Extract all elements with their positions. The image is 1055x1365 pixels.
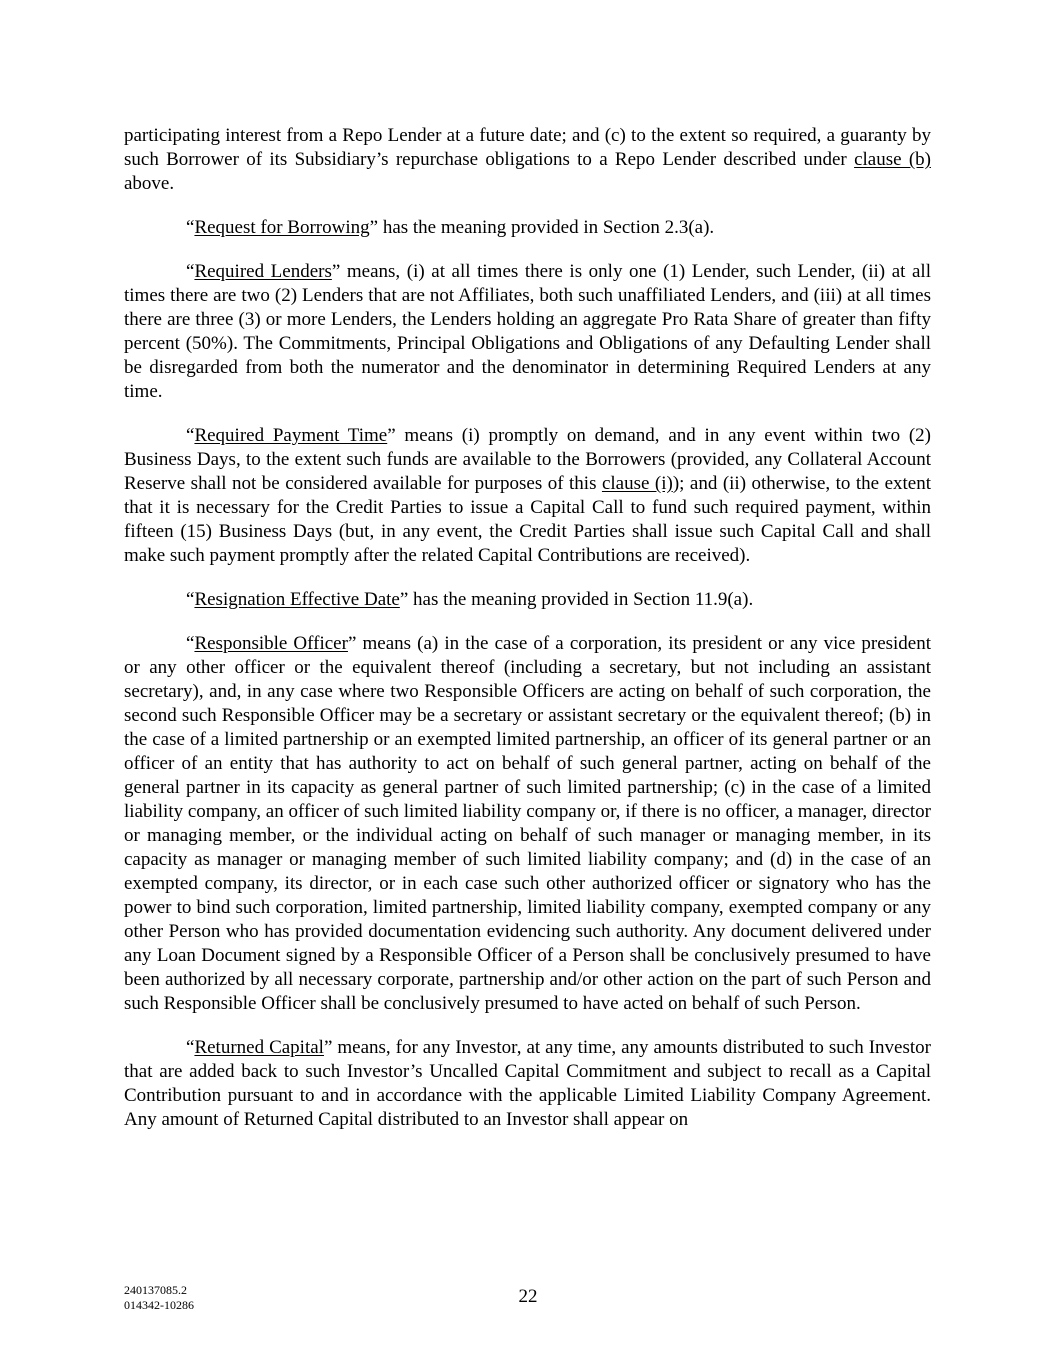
paragraph-text: above. <box>124 173 175 194</box>
definition-text: ” has the meaning provided in Section 2.3(a). <box>369 217 715 238</box>
open-quote: “ <box>186 425 195 446</box>
paragraph-text: participating interest from a Repo Lender at a future date; and (c) to the extent so required, a guaranty by such Borrower of its Subsidiary’s repurchase obligations to a Repo Lender described under <box>124 125 931 170</box>
defined-term: Returned Capital <box>194 1037 324 1058</box>
clause-reference: clause (b) <box>854 149 931 170</box>
definition-text: ” means (a) in the case of a corporation, its president or any vice president or any other officer or the equivalent thereof (including a secretary, but not including an assistant secretary), and, in any case where two Responsible Officers are acting on behalf of such corporation, the second such Responsible Officer may be a secretary or assistant secretary or the equivalent thereof; (b) in the case of a limited partnership or an exempted limited partnership, an officer of its general partner or an officer of an entity that has authority to act on behalf of such general partner, acting on behalf of the general partner in its capacity as general partner of such limited partnership; (c) in the case of a limited liability company, an officer of such limited liability company or, if there is no officer, a manager, director or managing member, or the individual acting on behalf of such manager or managing member, in its capacity as manager or managing member of such limited liability company; and (d) in the case of an exempted company, its director, or in each case such other authorized officer or signatory who has the power to bind such corporation, limited partnership, limited liability company, exempted company or any other Person who has provided documentation evidencing such authority. Any document delivered under any Loan Document signed by a Responsible Officer of a Person shall be conclusively presumed to have been authorized by all necessary corporate, partnership and/or other action on the part of such Person and such Responsible Officer shall be conclusively presumed to have acted on behalf of such Person. <box>124 633 932 1014</box>
matter-number: 014342-10286 <box>124 1298 194 1312</box>
definition-request-for-borrowing <box>124 216 931 240</box>
open-quote: “ <box>186 633 195 654</box>
document-body <box>124 124 931 1152</box>
defined-term: Resignation Effective Date <box>194 589 400 610</box>
definition-text: ); and (ii) otherwise, to the extent that it is necessary for the Credit Parties to issue a Capital Call to fund such required payment, within fifteen (15) Business Days (but, in any event, the Credit Parties shall issue such Capital Call and shall make such payment promptly after the related Capital Contributions are received). <box>124 473 931 566</box>
page-number: 22 <box>518 1286 538 1307</box>
open-quote: “ <box>186 589 195 610</box>
defined-term: Required Lenders <box>194 261 332 282</box>
definition-text: ” means, for any Investor, at any time, any amounts distributed to such Investor that are added back to such Investor’s Uncalled Capital Commitment and subject to recall as a Capital Contribution pursuant to and in accordance with the applicable Limited Liability Company Agreement. Any amount of Returned Capital distributed to an Investor shall appear on <box>124 1037 931 1130</box>
clause-reference: clause (i) <box>601 473 673 494</box>
defined-term: Required Payment Time <box>194 425 388 446</box>
definition-resignation-effective-date <box>124 588 931 612</box>
definition-required-lenders <box>124 260 931 404</box>
definition-text: ” has the meaning provided in Section 11.9(a). <box>399 589 754 610</box>
definition-required-payment-time <box>124 424 931 568</box>
open-quote: “ <box>186 261 195 282</box>
defined-term: Request for Borrowing <box>194 217 370 238</box>
paragraph-repo-continuation <box>124 124 931 196</box>
definition-text: ” means, (i) at all times there is only one (1) Lender, such Lender, (ii) at all times there are two (2) Lenders that are not Affiliates, both such unaffiliated Lenders, and (iii) at all times there are three (3) or more Lenders, the Lenders holding an aggregate Pro Rata Share of greater than fifty percent (50%). The Commitments, Principal Obligations and Obligations of any Defaulting Lender shall be disregarded from both the numerator and the denominator in determining Required Lenders at any time. <box>124 261 931 402</box>
definition-returned-capital <box>124 1036 931 1132</box>
definition-text: ” means (i) promptly on demand, and in any event within two (2) Business Days, to the extent such funds are available to the Borrowers (provided, any Collateral Account Reserve shall not be considered available for purposes of this <box>124 425 931 494</box>
open-quote: “ <box>186 1037 195 1058</box>
footer-document-id <box>124 1283 194 1313</box>
doc-number: 240137085.2 <box>124 1283 187 1297</box>
definition-responsible-officer <box>124 632 931 1016</box>
open-quote: “ <box>186 217 195 238</box>
defined-term: Responsible Officer <box>194 633 348 654</box>
